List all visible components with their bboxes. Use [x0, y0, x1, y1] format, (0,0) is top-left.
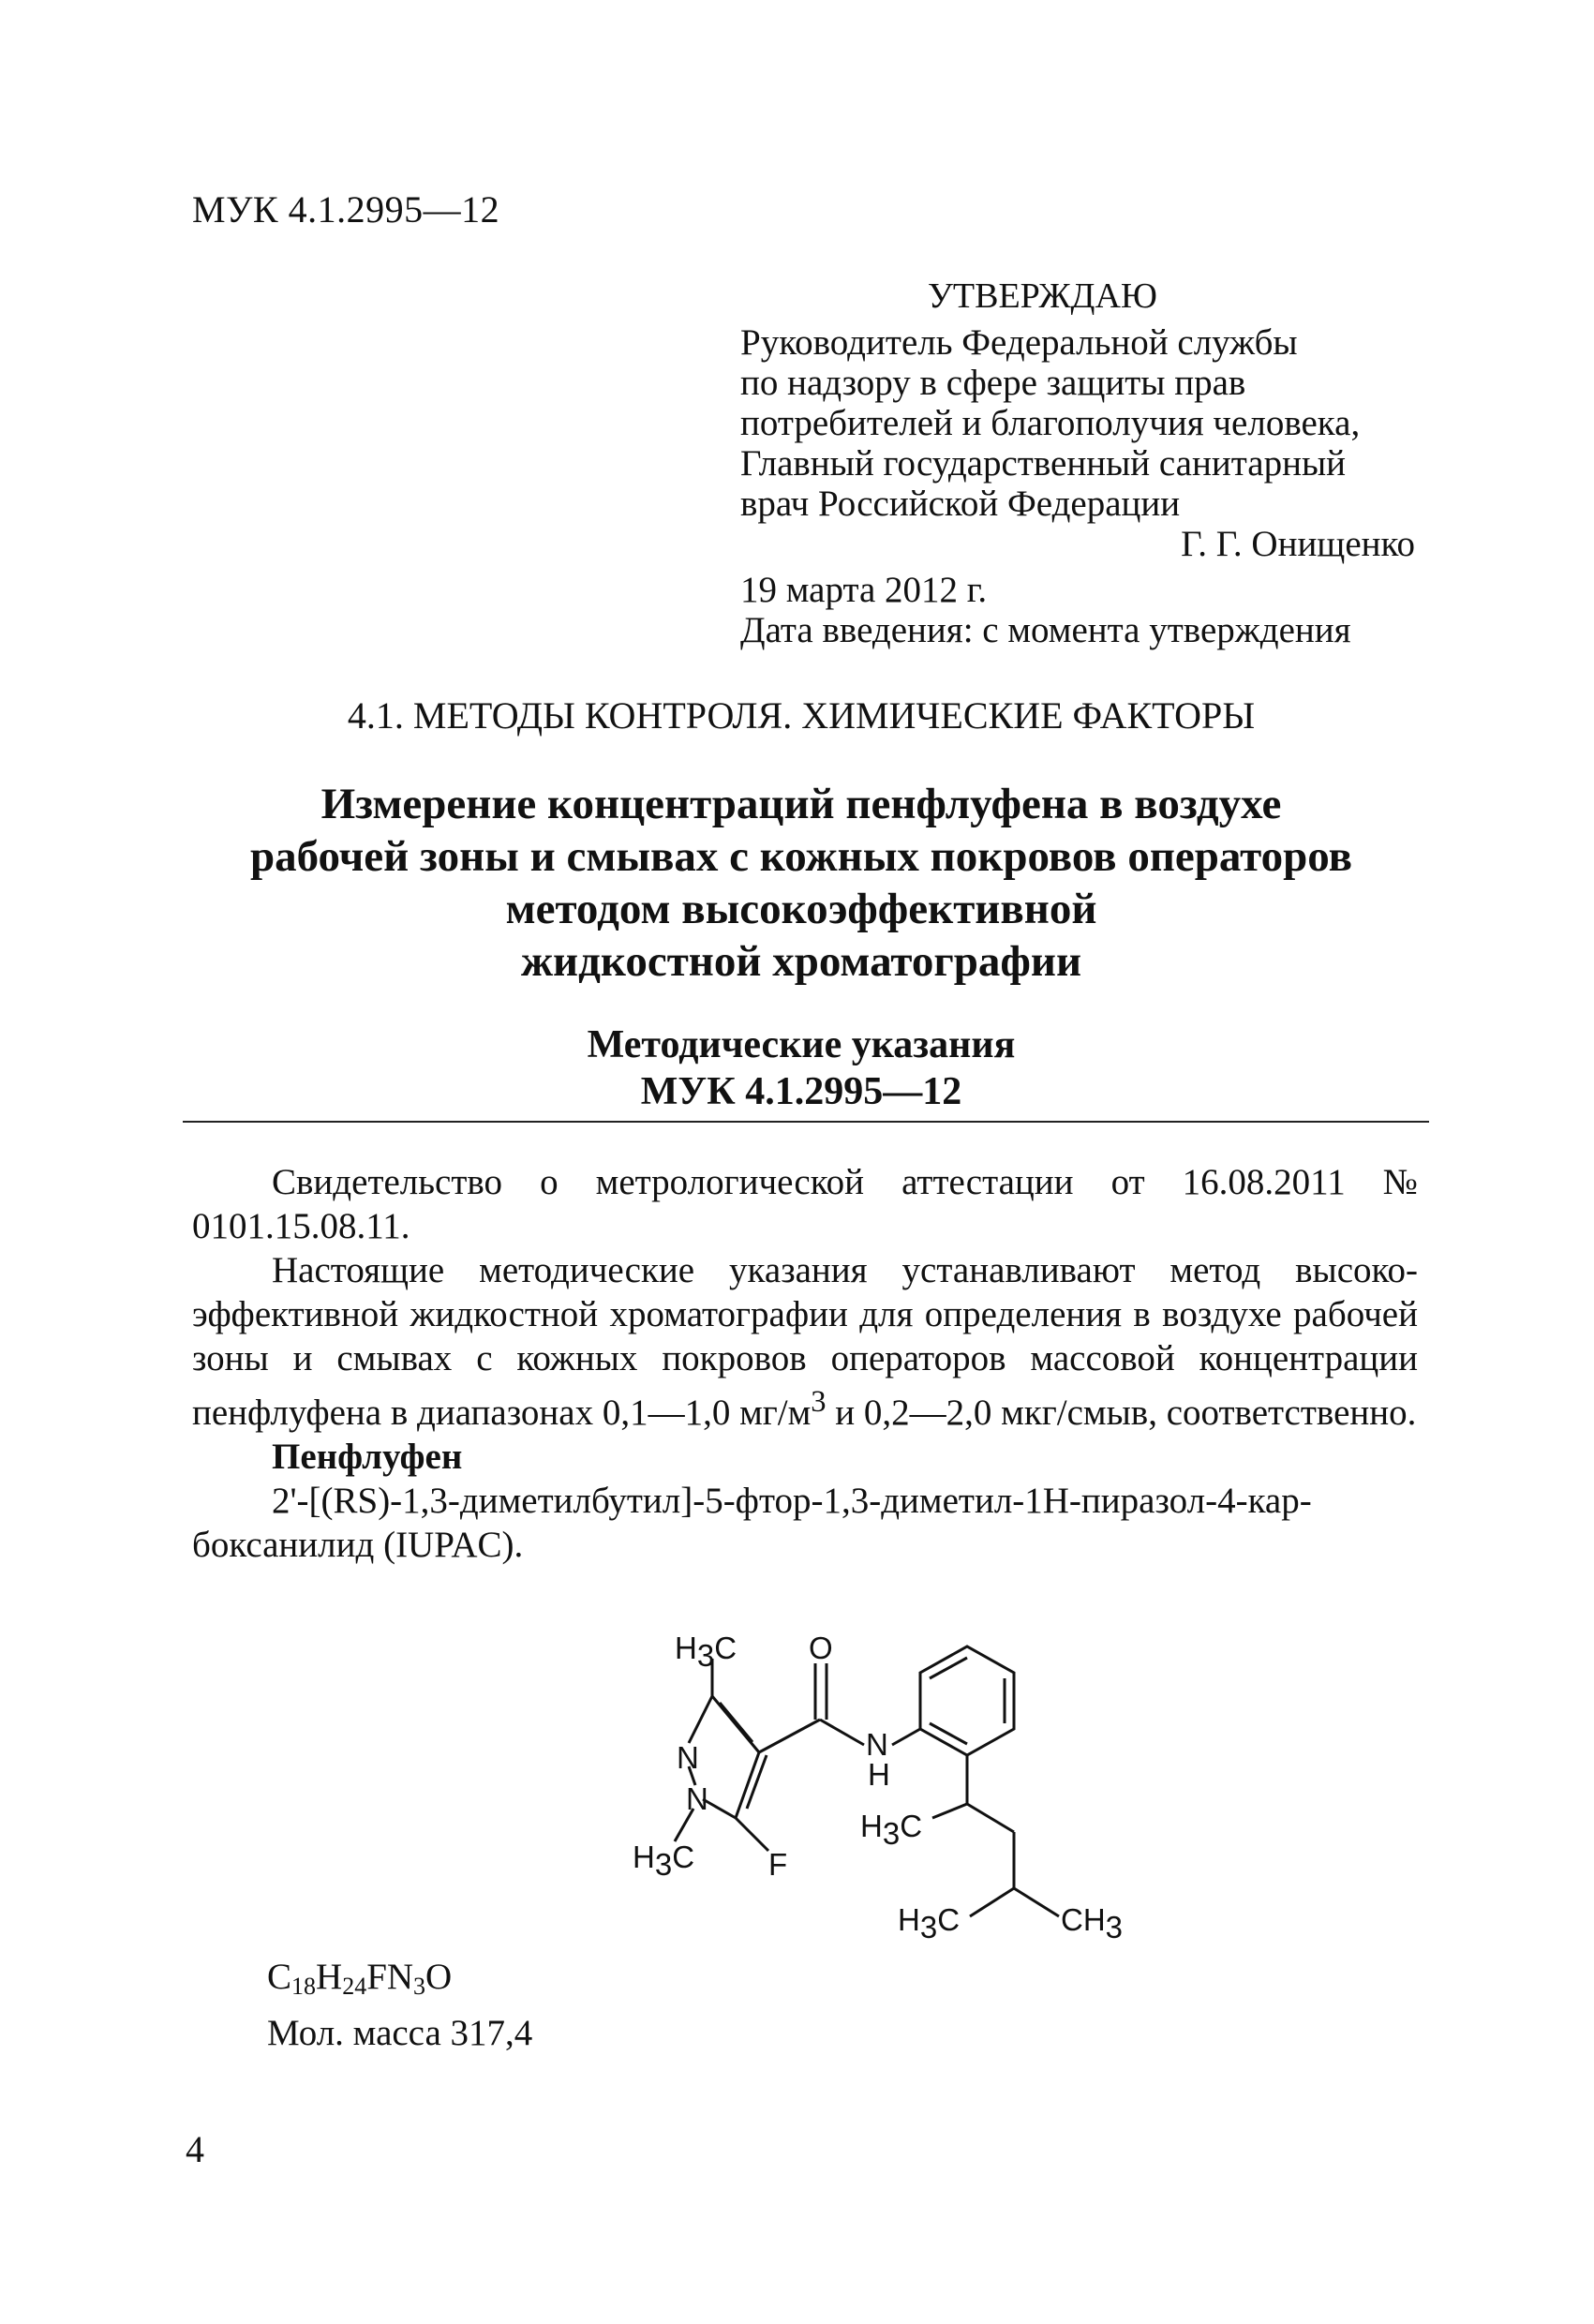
approval-block [740, 276, 1415, 650]
benzene-double-3 [930, 1723, 967, 1744]
main-title-line: Измерение концентраций пенфлуфена в воздухе [320, 780, 1282, 828]
main-title-line: рабочей зоны и смывах с кожных покровов операторов [249, 832, 1352, 881]
benzene-ring [920, 1646, 1014, 1755]
label-h-amide: H [868, 1757, 890, 1792]
purpose-text-b: и 0,2—2,0 мкг/смыв, соответственно. [826, 1393, 1417, 1433]
approval-line: врач Российской Федерации [740, 484, 1181, 524]
substance-name: Пенфлуфен [272, 1437, 463, 1477]
approval-line: потребителей и благополучия человека, [740, 403, 1361, 443]
document-type-code: МУК 4.1.2995—12 [640, 1070, 962, 1113]
approval-title: УТВЕРЖДАЮ [928, 276, 1157, 316]
bond-c4-c3 [712, 1696, 759, 1752]
bond-ch-methyl [932, 1804, 967, 1818]
bond-ch-methyl-left [970, 1888, 1014, 1916]
page-number: 4 [186, 2128, 204, 2170]
main-title-line: жидкостной хроматографии [520, 937, 1082, 986]
main-title-line: методом высокоэффективной [505, 885, 1097, 933]
bond-ch-ch2 [967, 1804, 1014, 1832]
label-n-amide: N [866, 1727, 888, 1762]
document-code: МУК 4.1.2995—12 [192, 188, 500, 231]
horizontal-rule [183, 1121, 1429, 1123]
label-h3c-chain: H3C [860, 1809, 923, 1851]
chemical-structure-diagram [618, 1635, 1199, 1963]
body-text [192, 1160, 1418, 1567]
approval-date: 19 марта 2012 г. [740, 570, 988, 610]
bond-c5-f [736, 1818, 768, 1851]
iupac-name: 2'-[(RS)-1,3-диметилбутил]-5-фтор-1,3-диметил-1H-пиразол-4-кар-боксанилид (IUPAC). [192, 1481, 1312, 1565]
molecular-formula: $C_{18}H_{24}FN_3O$ [267, 1957, 453, 2000]
label-h3c-end: H3C [898, 1902, 961, 1944]
approval-line: Главный государственный санитарный [740, 443, 1347, 484]
approval-line: Руководитель Федеральной службы [740, 322, 1298, 363]
label-o: O [809, 1635, 833, 1665]
section-title: 4.1. МЕТОДЫ КОНТРОЛЯ. ХИМИЧЕСКИЕ ФАКТОРЫ [347, 694, 1256, 737]
bond-ch-methyl-right [1014, 1888, 1059, 1916]
label-n1: N [686, 1781, 708, 1816]
label-ch3-end: CH3 [1061, 1902, 1124, 1944]
document-type-label: Методические указания [587, 1023, 1016, 1066]
bond-carbonyl-n [820, 1720, 864, 1745]
bond-c3-n2 [689, 1696, 712, 1743]
introduction-date: Дата введения: с момента утверждения [740, 610, 1351, 650]
approval-line: по надзору в сфере защиты прав [740, 363, 1246, 403]
label-h3c-top: H3C [675, 1635, 737, 1673]
purpose-paragraph [192, 1248, 1418, 1435]
purpose-superscript: 3 [811, 1385, 827, 1419]
document-type [192, 1021, 1410, 1115]
bond-c4-carbonyl [759, 1720, 820, 1752]
molecular-mass: Мол. масса 317,4 [267, 2013, 533, 2053]
main-title [192, 778, 1410, 988]
approval-signer: Г. Г. Онищенко [1181, 524, 1415, 564]
purpose-text-a: Настоящие методические указания устанавливают метод высоко-эффективной жидкостной хроматографии для определения в воздухе рабочей зоны и смывах с кожных покровов операторов массовой концентрации пенфлуфена в диапазонах 0,1—1,0 мг/м [192, 1250, 1418, 1433]
bond-n-ring [892, 1729, 920, 1745]
molecular-formula-block [267, 1954, 532, 2057]
bond-c3-c4-double [720, 1703, 752, 1742]
benzene-double-1 [930, 1658, 967, 1678]
label-n2: N [677, 1740, 699, 1775]
certificate-paragraph: Свидетельство о метрологической аттестации от 16.08.2011 № 0101.15.08.11. [192, 1162, 1418, 1246]
label-f: F [768, 1847, 788, 1882]
label-h3c-bottom: H3C [633, 1840, 695, 1882]
